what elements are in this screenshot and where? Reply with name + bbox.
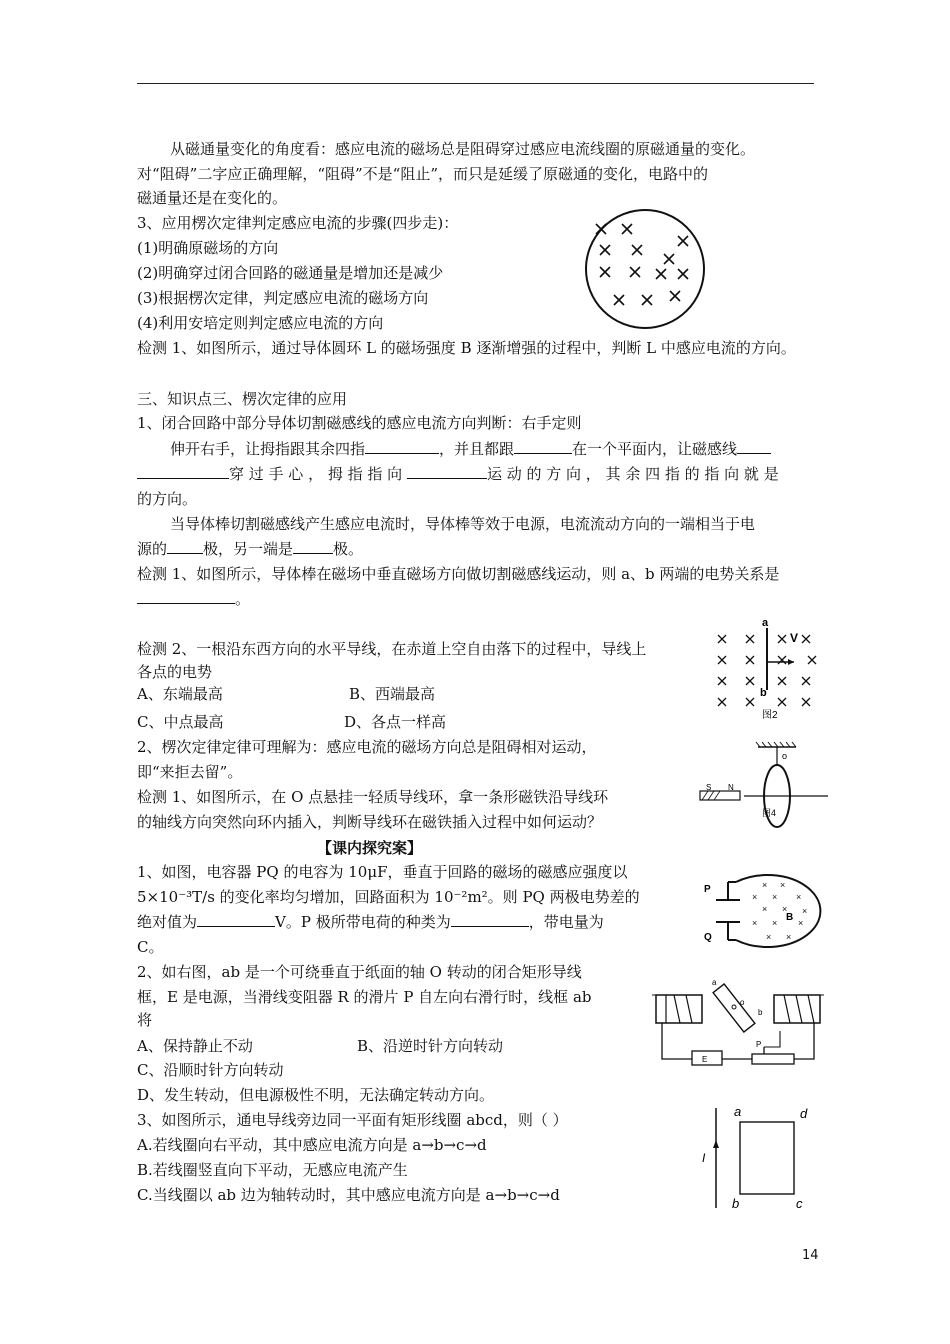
label-p: P xyxy=(704,884,711,895)
label-a: a xyxy=(734,1104,742,1119)
field-circle-figure xyxy=(580,205,712,333)
fill-blank[interactable] xyxy=(137,464,229,479)
fill-blank[interactable] xyxy=(365,439,439,454)
rotating-frame-figure xyxy=(652,975,824,1071)
text-line: 。 xyxy=(137,589,250,609)
wire-coil-figure xyxy=(700,1104,820,1214)
text-line: (2)明确穿过闭合回路的磁通量是增加还是减少 xyxy=(137,264,444,282)
fill-blank[interactable] xyxy=(514,439,572,454)
svg-text:×: × xyxy=(796,892,802,902)
option-d: D、发生转动，但电源极性不明，无法确定转动方向。 xyxy=(137,1086,495,1104)
option-a: A、保持静止不动 xyxy=(137,1037,253,1055)
figure-4-hanging-ring xyxy=(698,740,830,818)
figure-2-rod-in-field xyxy=(712,617,822,721)
text-line: 穿 过 手 心 ， 拇 指 指 向 运 动 的 方 向 ， 其 余 四 指 的 指 向 就 是 xyxy=(137,464,779,484)
text-line: 2、如右图，ab 是一个可绕垂直于纸面的轴 O 转动的闭合矩形导线 xyxy=(137,963,582,981)
text-line: 检测 1、如图所示，导体棒在磁场中垂直磁场方向做切割磁感线运动，则 a、b 两端的电势关系是 xyxy=(137,565,780,583)
text-line: 绝对值为 V。P 极所带电荷的种类为 ，带电量为 xyxy=(137,913,604,931)
text-line: 磁通量还是在变化的。 xyxy=(137,189,288,207)
label-c: c xyxy=(796,1196,803,1211)
option-b: B、西端最高 xyxy=(349,685,436,703)
label-p: P xyxy=(756,1040,762,1049)
svg-text:×: × xyxy=(772,892,778,902)
label-o: o xyxy=(782,751,788,761)
figure-caption: 图4 xyxy=(762,808,777,818)
text-line: 从磁通量变化的角度看：感应电流的磁场总是阻碍穿过感应电流线圈的原磁通量的变化。 xyxy=(170,140,756,158)
label-e: E xyxy=(702,1055,708,1064)
fill-blank[interactable] xyxy=(293,539,333,554)
option-a: A.若线圈向右平动，其中感应电流方向是 a→b→c→d xyxy=(137,1136,487,1154)
text-line: (3)根据楞次定律，判定感应电流的磁场方向 xyxy=(137,289,429,307)
svg-text:×: × xyxy=(782,904,788,914)
option-d: D、各点一样高 xyxy=(344,713,447,731)
label-q: Q xyxy=(704,932,712,943)
text-line: 5×10⁻³T/s 的变化率均匀增加，回路面积为 10⁻²m²。则 PQ 两极电势差的 xyxy=(137,888,640,906)
svg-text:×: × xyxy=(772,918,778,928)
fill-blank[interactable] xyxy=(137,589,235,604)
option-c: C、中点最高 xyxy=(137,713,224,731)
option-c: C.当线圈以 ab 边为轴转动时，其中感应电流方向是 a→b→c→d xyxy=(137,1186,560,1204)
option-b: B、沿逆时针方向转动 xyxy=(357,1037,504,1055)
label-b: b xyxy=(760,687,767,699)
text-line: 3、如图所示，通电导线旁边同一平面有矩形线圈 abcd，则（ ） xyxy=(137,1111,568,1129)
label-v: V xyxy=(790,631,799,645)
svg-text:×: × xyxy=(802,906,808,916)
label-s: S xyxy=(706,783,712,792)
text-line: (1)明确原磁场的方向 xyxy=(137,239,279,257)
svg-text:×: × xyxy=(766,932,772,942)
option-a: A、东端最高 xyxy=(137,685,223,703)
svg-text:×: × xyxy=(780,880,786,890)
fill-blank[interactable] xyxy=(737,439,771,454)
label-a: a xyxy=(712,978,717,987)
figure-caption: 图2 xyxy=(762,710,778,721)
section-title: 【课内探究案】 xyxy=(317,839,423,857)
text-line: 伸开右手，让拇指跟其余四指 ，并且都跟 在一个平面内，让磁感线 xyxy=(170,439,771,459)
text-line: 的轴线方向突然向环内插入，判断导线环在磁铁插入过程中如何运动？ xyxy=(137,813,603,831)
text-line: 即“来拒去留”。 xyxy=(137,763,243,781)
text-line: 各点的电势 xyxy=(137,663,213,681)
text-line: 2、楞次定律定律可理解为：感应电流的磁场方向总是阻碍相对运动， xyxy=(137,738,597,756)
svg-text:×: × xyxy=(762,880,768,890)
fill-blank[interactable] xyxy=(407,464,487,479)
text-line: 1、闭合回路中部分导体切割磁感线的感应电流方向判断：右手定则 xyxy=(137,414,582,432)
capacitor-loop-figure xyxy=(700,870,820,952)
text-line: C。 xyxy=(137,938,164,956)
option-b: B.若线圈竖直向下平动，无感应电流产生 xyxy=(137,1161,408,1179)
page-number: 14 xyxy=(802,1248,819,1263)
svg-text:×: × xyxy=(752,918,758,928)
text-line: 对“阻碍”二字应正确理解，“阻碍”不是“阻止”，而只是延缓了原磁通的变化，电路中的 xyxy=(137,165,709,183)
label-n: N xyxy=(728,783,734,792)
label-b: B xyxy=(786,912,794,923)
label-d: d xyxy=(800,1106,808,1121)
text-line: 框，E 是电源，当滑线变阻器 R 的滑片 P 自左向右滑行时，线框 ab xyxy=(137,988,592,1006)
svg-text:×: × xyxy=(752,892,758,902)
text-line: 3、应用楞次定律判定感应电流的步骤(四步走)： xyxy=(137,214,459,232)
label-i: I xyxy=(702,1151,706,1165)
svg-text:×: × xyxy=(798,918,804,928)
svg-text:×: × xyxy=(762,904,768,914)
label-o: o xyxy=(740,998,745,1007)
text-line: 的方向。 xyxy=(137,490,198,508)
text-line: 1、如图，电容器 PQ 的电容为 10μF，垂直于回路的磁场的磁感应强度以 xyxy=(137,863,628,881)
text-line: 将 xyxy=(137,1011,153,1029)
text-line: 检测 1、如图所示，通过导体圆环 L 的磁场强度 B 逐渐增强的过程中，判断 L 中感应电流的方向。 xyxy=(137,339,796,357)
option-c: C、沿顺时针方向转动 xyxy=(137,1061,284,1079)
text-line: 检测 2、一根沿东西方向的水平导线，在赤道上空自由落下的过程中，导线上 xyxy=(137,640,647,658)
svg-text:×: × xyxy=(786,932,792,942)
text-line: (4)利用安培定则判定感应电流的方向 xyxy=(137,314,384,332)
fill-blank[interactable] xyxy=(167,539,203,554)
fill-blank[interactable] xyxy=(451,912,529,927)
header-rule xyxy=(137,83,814,84)
label-b: b xyxy=(758,1008,763,1017)
label-a: a xyxy=(762,617,769,629)
section-heading: 三、知识点三、楞次定律的应用 xyxy=(137,390,348,408)
text-line: 源的 极，另一端是 极。 xyxy=(137,540,364,558)
text-line: 当导体棒切割磁感线产生感应电流时，导体棒等效于电源，电流流动方向的一端相当于电 xyxy=(170,515,756,533)
label-b: b xyxy=(732,1196,740,1211)
fill-blank[interactable] xyxy=(197,912,275,927)
text-line: 检测 1、如图所示，在 O 点悬挂一轻质导线环，拿一条形磁铁沿导线环 xyxy=(137,788,609,806)
